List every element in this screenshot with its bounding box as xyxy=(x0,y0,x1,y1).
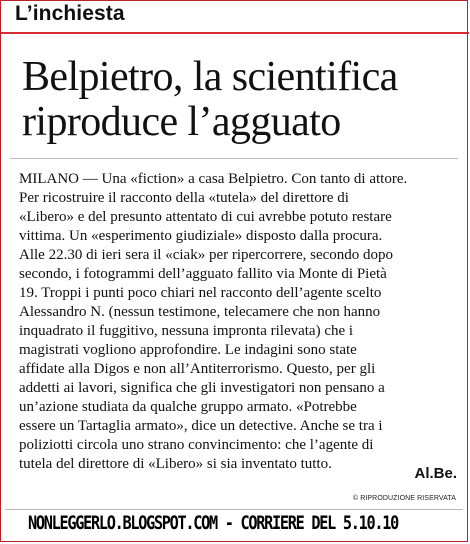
article-line: essere un Tartaglia armato», dice un detective. Anche se tra i xyxy=(19,418,383,434)
article-line: Alle 22.30 di ieri sera il «ciak» per ripercorrere, secondo dopo xyxy=(19,247,394,263)
article-line: poliziotti circola uno strano convincimento: che l’agente di xyxy=(19,437,374,453)
source-watermark: NONLEGGERLO.BLOGSPOT.COM - CORRIERE DEL 5.10.10 xyxy=(28,512,398,534)
article-line: Alessandro N. (nessun testimone, telecamere che non hanno xyxy=(19,304,381,320)
article-line: magistrati vogliono approfondire. Le indagini sono state xyxy=(19,342,357,358)
article-line: 19. Troppi i punti poco chiari nel racconto dell’agente scelto xyxy=(19,285,382,301)
article-line: un’azione studiata da qualche gruppo armato. «Potrebbe xyxy=(19,399,357,415)
article-body xyxy=(19,170,457,474)
article-line: tutela del direttore di «Libero» si sia inventato tutto. xyxy=(19,456,332,472)
article-line: inquadrato il fuggitivo, nessuna impronta rilevata) che i xyxy=(19,323,354,339)
article-line: addetti ai lavori, significa che gli investigatori non pensano a xyxy=(19,380,385,396)
headline-line-1: Belpietro, la scientifica xyxy=(22,54,398,100)
section-header xyxy=(1,0,469,34)
headline xyxy=(22,55,452,145)
article-line: MILANO — Una «fiction» a casa Belpietro. Con tanto di attore. xyxy=(19,171,408,187)
footer-divider xyxy=(5,509,463,510)
byline: Al.Be. xyxy=(414,465,457,482)
headline-divider xyxy=(10,158,458,159)
article-line: «Libero» e del presunto attentato di cui avrebbe potuto restare xyxy=(19,209,392,225)
article-line: Per ricostruire il racconto della «tutela» del direttore di xyxy=(19,190,349,206)
article-line: affidate alla Digos e non all’Antiterrorismo. Questo, per gli xyxy=(19,361,376,377)
copyright-notice: © RIPRODUZIONE RISERVATA xyxy=(352,495,456,502)
section-label: L’inchiesta xyxy=(15,2,125,25)
headline-line-2: riproduce l’agguato xyxy=(22,99,341,145)
article-line: vittima. Un «esperimento giudiziale» disposto dalla procura. xyxy=(19,228,383,244)
article-line: secondo, i fotogrammi dell’agguato fallito via Monte di Pietà xyxy=(19,266,387,282)
